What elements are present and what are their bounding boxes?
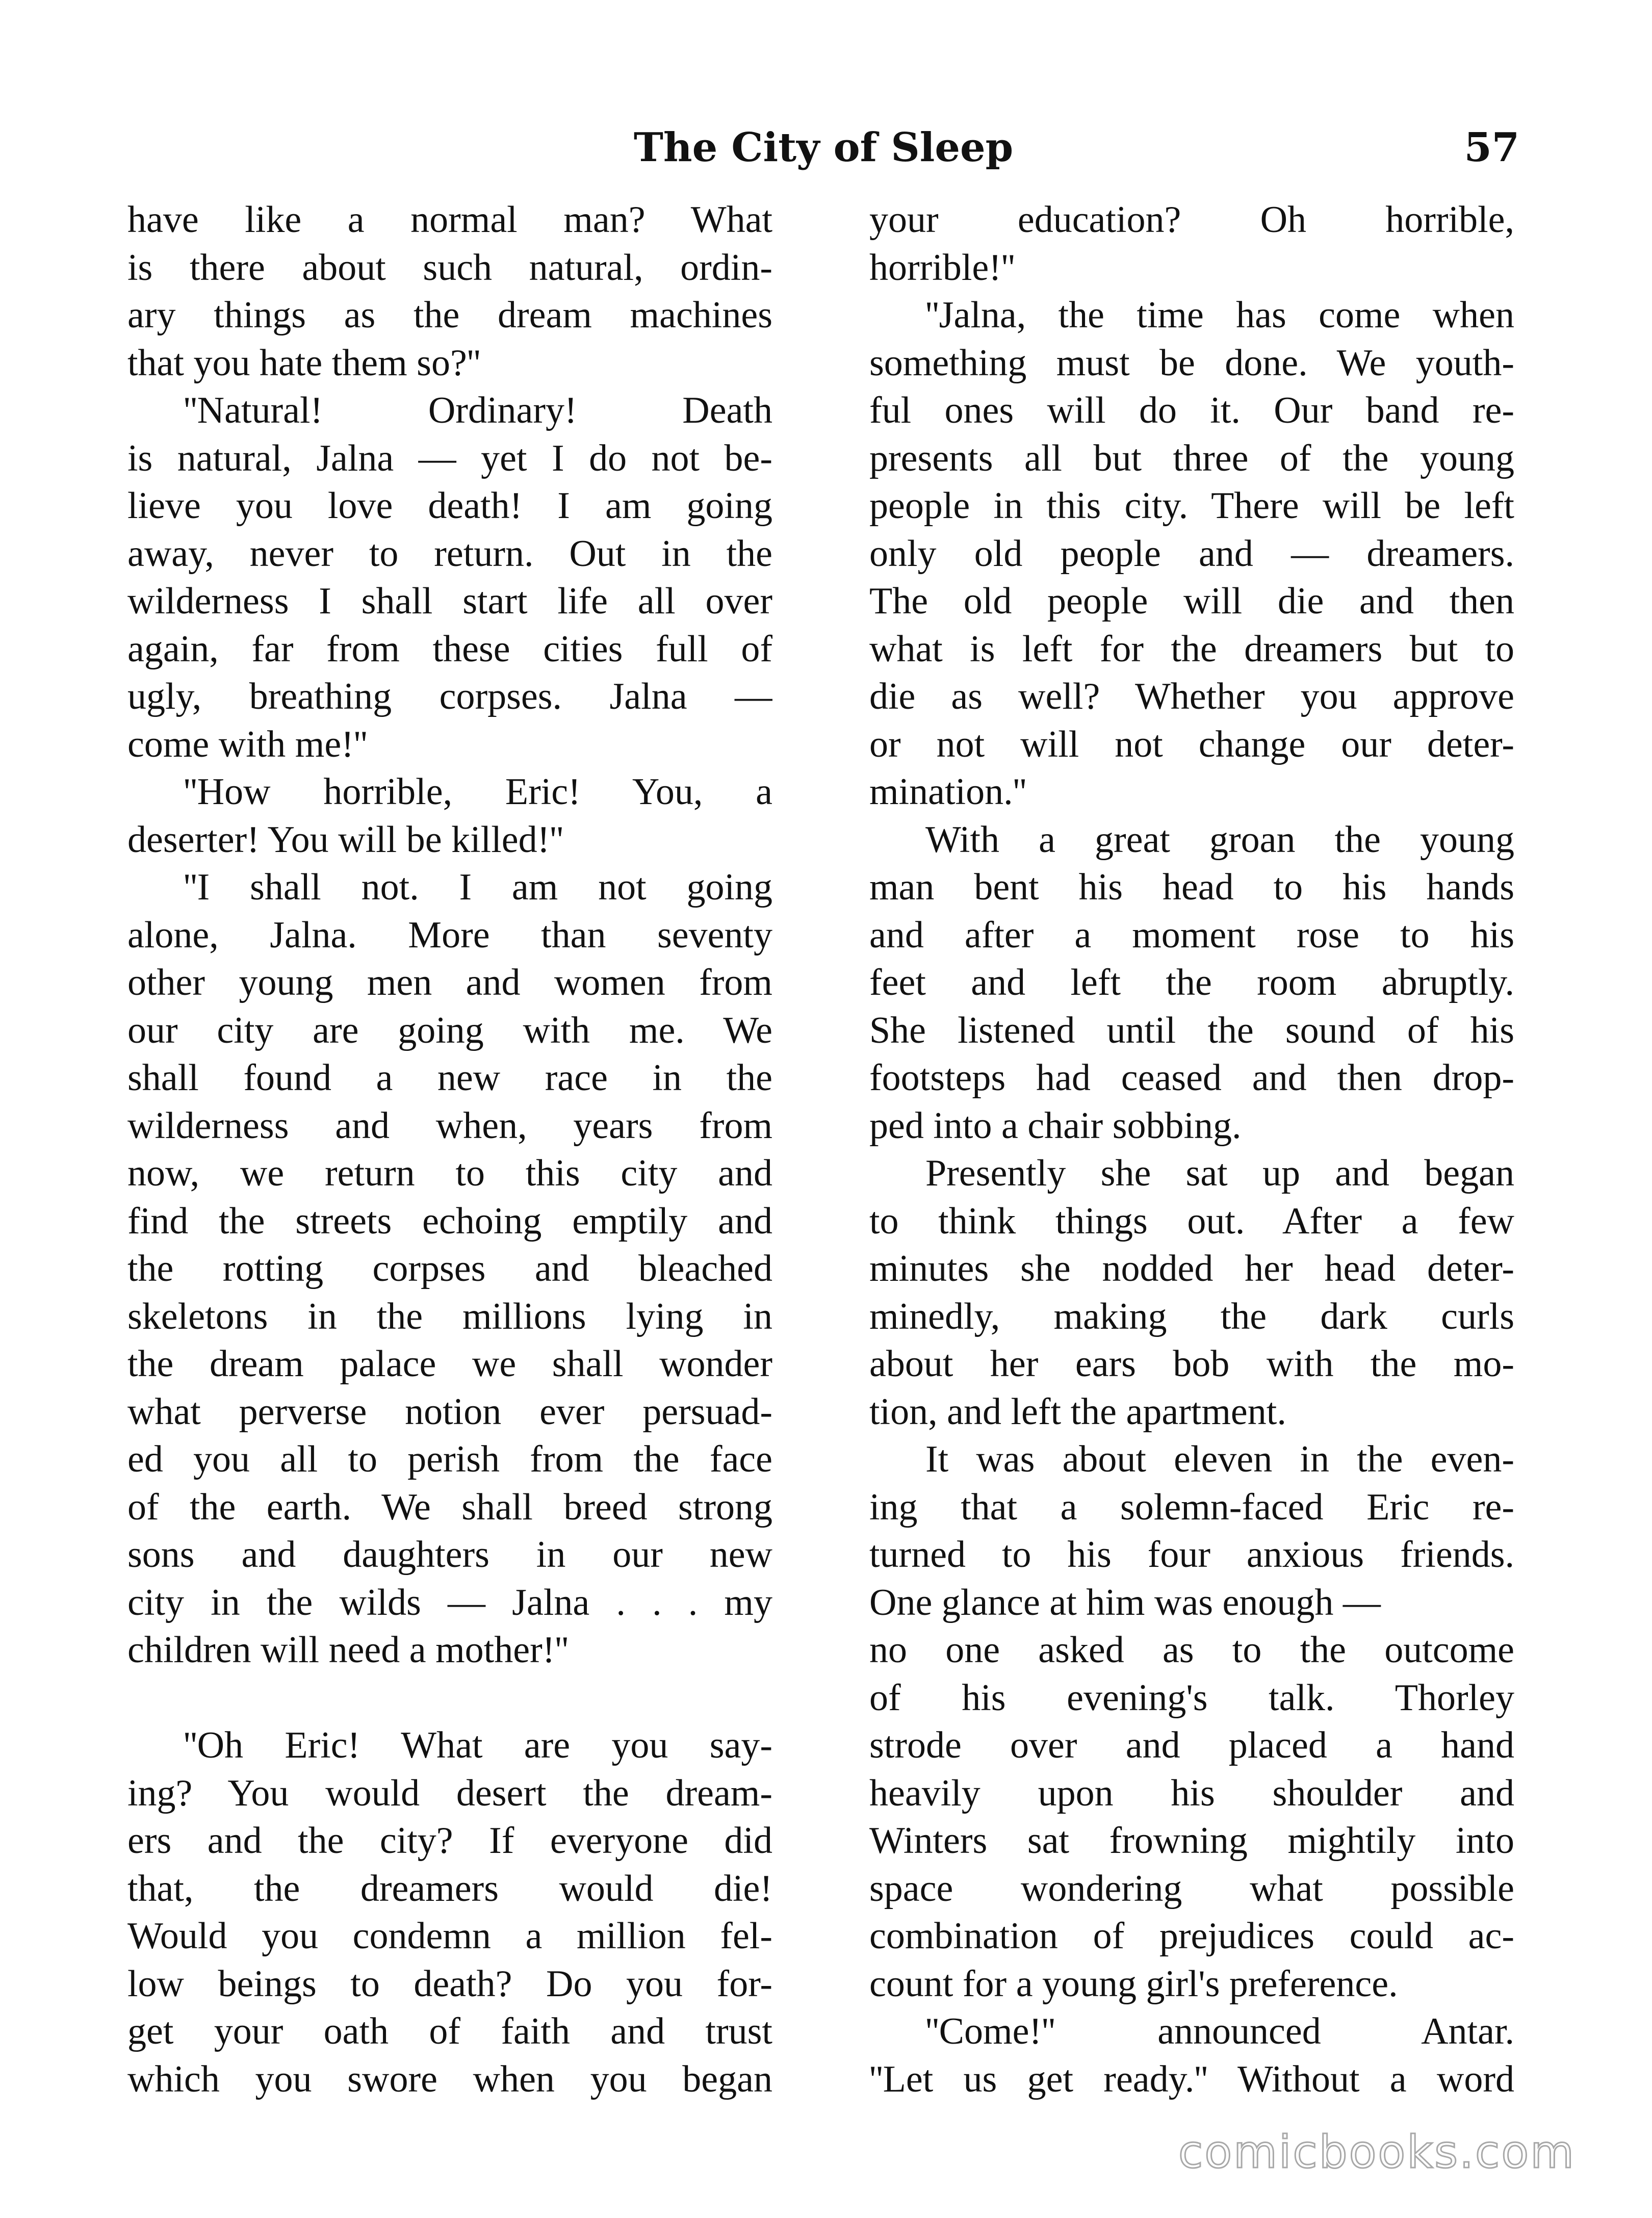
- text-line: ary things as the dream machines: [127, 294, 772, 336]
- text-line: of the earth. We shall breed strong: [127, 1486, 772, 1528]
- text-line: find the streets echoing emptily and: [127, 1200, 772, 1242]
- text-line: She listened until the sound of his: [869, 1009, 1514, 1051]
- text-line: wilderness and when, years from: [127, 1104, 772, 1147]
- text-line: [127, 1674, 772, 1722]
- text-line: Presently she sat up and began: [925, 1152, 1514, 1194]
- text-line: people in this city. There will be left: [869, 485, 1514, 527]
- text-line: our city are going with me. We: [127, 1009, 772, 1051]
- text-line: It was about eleven in the even-: [925, 1438, 1514, 1480]
- text-line: is there about such natural, ordin-: [127, 246, 772, 289]
- text-line: die as well? Whether you approve: [869, 676, 1514, 717]
- text-line: ed you all to perish from the face: [127, 1438, 772, 1480]
- text-line: again, far from these cities full of: [127, 628, 772, 670]
- text-line: ers and the city? If everyone did: [127, 1820, 772, 1862]
- text-line: ''How horrible, Eric! You, a: [184, 771, 772, 813]
- text-line: lieve you love death! I am going: [127, 485, 772, 527]
- text-line: ''Jalna, the time has come when: [925, 294, 1514, 336]
- text-line: no one asked as to the outcome: [869, 1629, 1514, 1671]
- text-line: something must be done. We youth-: [869, 342, 1514, 384]
- text-line: ''Oh Eric! What are you say-: [184, 1724, 772, 1766]
- text-line: ''Let us get ready.'' Without a word: [869, 2058, 1514, 2100]
- text-line: space wondering what possible: [869, 1867, 1514, 1910]
- left-text-column: [127, 196, 772, 2103]
- running-title: The City of Sleep: [633, 124, 1014, 171]
- text-line: the dream palace we shall wonder: [127, 1343, 772, 1385]
- text-line: low beings to death? Do you for-: [127, 1963, 772, 2005]
- text-line: count for a young girl's preference.: [869, 1963, 1398, 2005]
- text-line: mination.'': [869, 771, 1027, 813]
- text-line: shall found a new race in the: [127, 1057, 772, 1099]
- text-line: your education? Oh horrible,: [869, 199, 1514, 241]
- text-line: other young men and women from: [127, 962, 772, 1003]
- text-line: that you hate them so?'': [127, 342, 481, 384]
- text-line: ''Natural! Ordinary! Death: [184, 390, 772, 431]
- text-line: and after a moment rose to his: [869, 914, 1514, 956]
- text-line: skeletons in the millions lying in: [127, 1295, 772, 1337]
- text-line: have like a normal man? What: [127, 199, 772, 241]
- text-line: come with me!'': [127, 723, 368, 765]
- text-line: One glance at him was enough —: [869, 1581, 1381, 1623]
- text-line: the rotting corpses and bleached: [127, 1248, 772, 1289]
- text-line: tion, and left the apartment.: [869, 1390, 1286, 1433]
- text-line: combination of prejudices could ac-: [869, 1915, 1514, 1957]
- text-line: ''I shall not. I am not going: [184, 866, 772, 908]
- page-header: [127, 120, 1519, 181]
- text-line: deserter! You will be killed!'': [127, 818, 563, 861]
- text-line: now, we return to this city and: [127, 1152, 772, 1194]
- text-line: alone, Jalna. More than seventy: [127, 914, 772, 956]
- text-line: ing? You would desert the dream-: [127, 1772, 772, 1814]
- text-line: strode over and placed a hand: [869, 1724, 1514, 1766]
- text-line: The old people will die and then: [869, 580, 1514, 622]
- text-line: turned to his four anxious friends.: [869, 1534, 1514, 1576]
- text-line: children will need a mother!'': [127, 1629, 569, 1671]
- text-line: Winters sat frowning mightily into: [869, 1820, 1514, 1862]
- text-line: horrible!'': [869, 246, 1015, 289]
- text-line: only old people and — dreamers.: [869, 532, 1514, 575]
- text-line: is natural, Jalna — yet I do not be-: [127, 437, 772, 479]
- text-line: ing that a solemn-faced Eric re-: [869, 1486, 1514, 1528]
- text-line: about her ears bob with the mo-: [869, 1343, 1514, 1385]
- text-line: to think things out. After a few: [869, 1200, 1514, 1242]
- text-line: or not will not change our deter-: [869, 723, 1514, 765]
- text-line: wilderness I shall start life all over: [127, 580, 772, 622]
- text-line: heavily upon his shoulder and: [869, 1772, 1514, 1814]
- text-line: footsteps had ceased and then drop-: [869, 1057, 1514, 1099]
- text-line: minutes she nodded her head deter-: [869, 1248, 1514, 1289]
- text-line: ''Come!'' announced Antar.: [925, 2010, 1514, 2052]
- page-number: 57: [1464, 124, 1519, 171]
- text-line: ful ones will do it. Our band re-: [869, 390, 1514, 431]
- text-line: away, never to return. Out in the: [127, 532, 772, 575]
- text-line: ugly, breathing corpses. Jalna —: [127, 676, 772, 717]
- text-line: sons and daughters in our new: [127, 1534, 772, 1576]
- text-line: ped into a chair sobbing.: [869, 1104, 1242, 1147]
- text-line: that, the dreamers would die!: [127, 1867, 772, 1910]
- text-line: what perverse notion ever persuad-: [127, 1390, 772, 1433]
- text-line: of his evening's talk. Thorley: [869, 1677, 1514, 1719]
- text-line: what is left for the dreamers but to: [869, 628, 1514, 670]
- text-line: feet and left the room abruptly.: [869, 962, 1514, 1003]
- watermark: comicbooks.com: [1178, 2126, 1576, 2178]
- text-line: which you swore when you began: [127, 2058, 772, 2100]
- text-line: minedly, making the dark curls: [869, 1295, 1514, 1337]
- text-line: presents all but three of the young: [869, 437, 1514, 479]
- text-line: get your oath of faith and trust: [127, 2010, 772, 2052]
- text-line: city in the wilds — Jalna . . . my: [127, 1581, 772, 1623]
- right-text-column: [869, 196, 1514, 2103]
- text-line: With a great groan the young: [925, 818, 1514, 861]
- text-line: Would you condemn a million fel-: [127, 1915, 772, 1957]
- text-line: man bent his head to his hands: [869, 866, 1514, 908]
